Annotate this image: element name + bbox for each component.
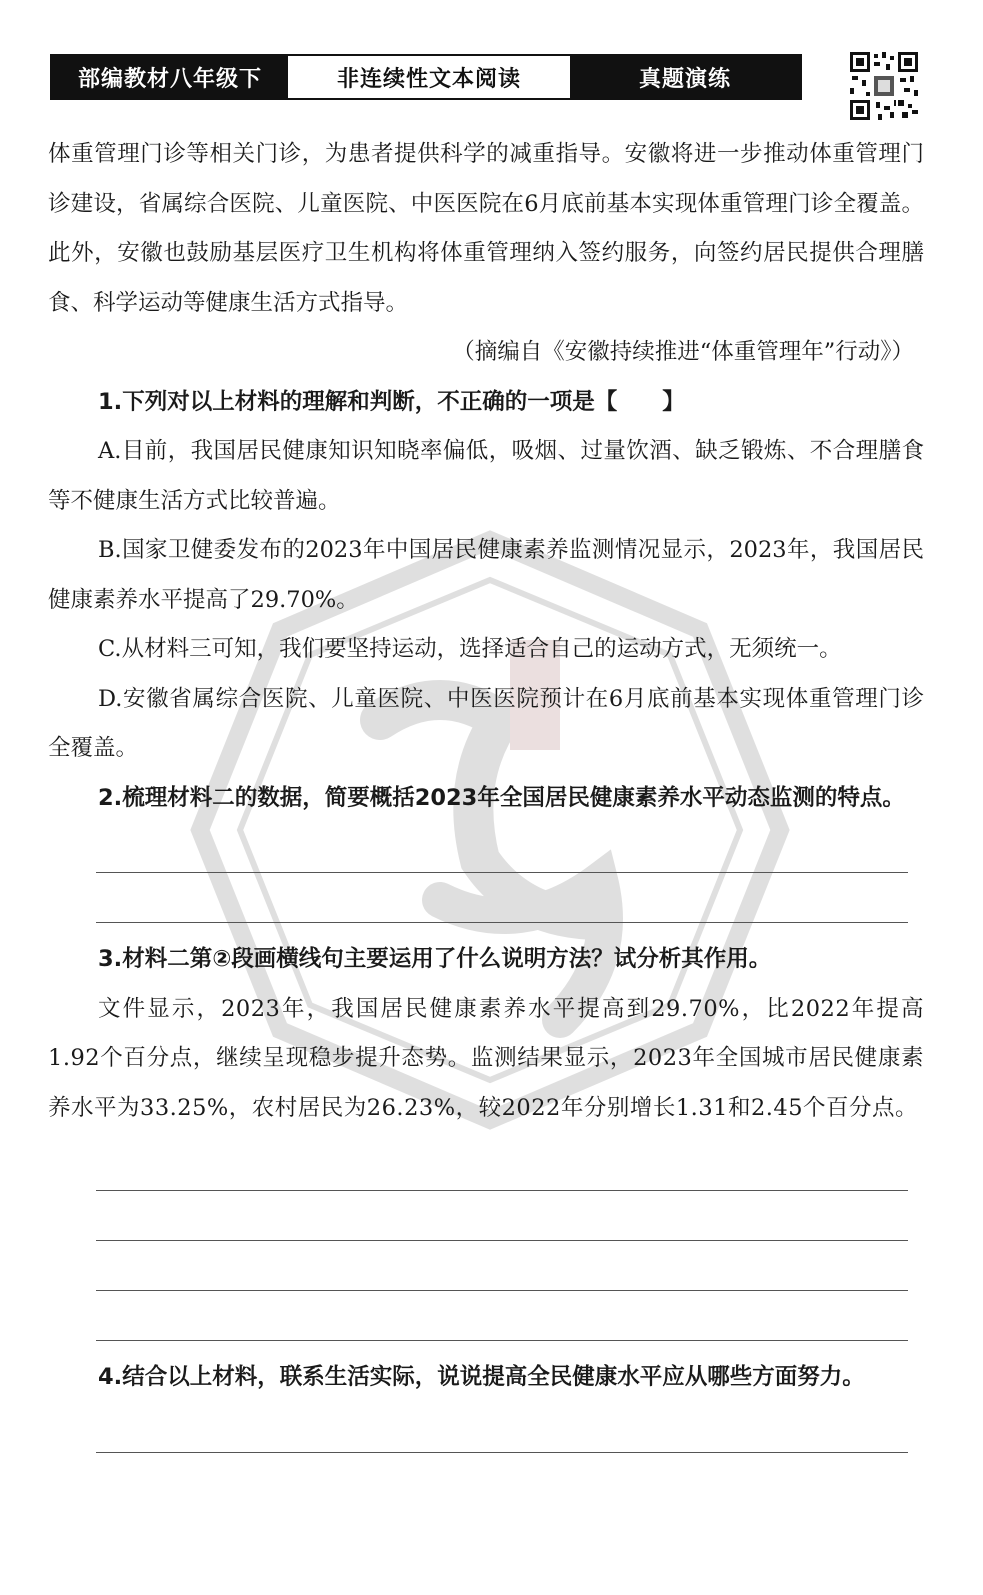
answer-line[interactable] [96,823,908,873]
passage-source: （摘编自《安徽持续推进“体重管理年”行动》） [452,339,914,365]
question-1-stem: 1.下列对以上材料的理解和判断，不正确的一项是【 】 [98,388,685,415]
answer-lines-q4 [48,1403,924,1453]
answer-line[interactable] [96,1141,908,1191]
option-a: A.目前，我国居民健康知识知晓率偏低，吸烟、过量饮酒、缺乏锻炼、不合理膳食等不健康生活方式比较普遍。 [48,438,924,514]
header-topic-label: 非连续性文本阅读 [288,56,570,98]
answer-line[interactable] [96,1241,908,1291]
header-section-label: 真题演练 [570,56,800,98]
question-3-material: 文件显示，2023年，我国居民健康素养水平提高到29.70%，比2022年提高1.92个百分点，继续呈现稳步提升态势。监测结果显示，2023年全国城市居民健康素养水平为33.25%，农村居民为26.23%，较2022年分别增长1.31和2.45个百分点。 [48,995,924,1121]
header-textbook-label: 部编教材八年级下 [52,56,288,98]
answer-lines-q2 [48,823,924,923]
question-4-stem: 4.结合以上材料，联系生活实际，说说提高全民健康水平应从哪些方面努力。 [98,1364,865,1390]
page-header [50,54,802,100]
page-content [48,130,924,1453]
answer-line[interactable] [96,873,908,923]
option-c: C.从材料三可知，我们要坚持运动，选择适合自己的运动方式，无须统一。 [98,636,842,662]
option-d: D.安徽省属综合医院、儿童医院、中医医院预计在6月底前基本实现体重管理门诊全覆盖。 [48,685,924,761]
answer-line[interactable] [96,1403,908,1453]
question-2-stem: 2.梳理材料二的数据，简要概括2023年全国居民健康素养水平动态监测的特点。 [98,784,905,811]
passage-paragraph: 体重管理门诊等相关门诊，为患者提供科学的减重指导。安徽将进一步推动体重管理门诊建设，省属综合医院、儿童医院、中医医院在6月底前基本实现体重管理门诊全覆盖。此外，安徽也鼓励基层医疗卫生机构将体重管理纳入签约服务，向签约居民提供合理膳食、科学运动等健康生活方式指导。 [48,141,924,316]
answer-lines-q3 [48,1141,924,1341]
answer-line[interactable] [96,1191,908,1241]
option-b: B.国家卫健委发布的2023年中国居民健康素养监测情况显示，2023年，我国居民健康素养水平提高了29.70%。 [48,537,924,613]
answer-line[interactable] [96,1291,908,1341]
question-3-stem: 3.材料二第②段画横线句主要运用了什么说明方法？试分析其作用。 [98,946,772,972]
qr-code-icon [848,50,920,122]
